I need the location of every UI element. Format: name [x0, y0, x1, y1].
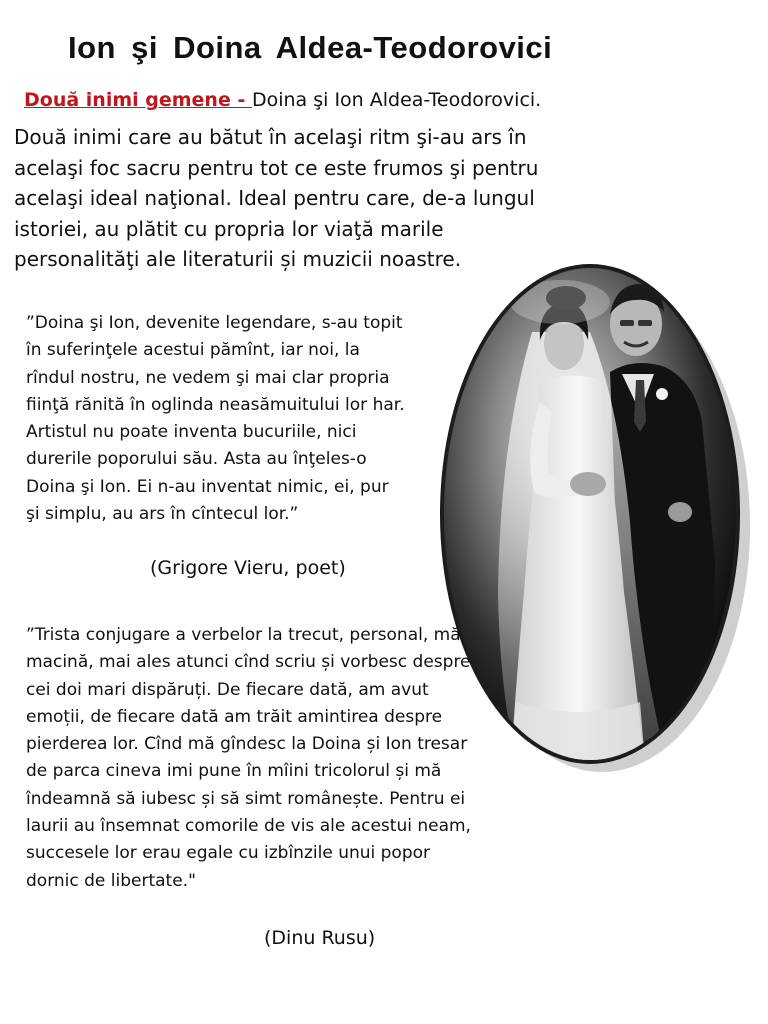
- page-title: Ion şi Doina Aldea-Teodorovici: [68, 30, 553, 65]
- lead-highlight: Două inimi gemene -: [24, 89, 252, 111]
- lead-line: [24, 89, 541, 111]
- quote-rusu: ”Trista conjugare a verbelor la trecut, personal, mă macină, mai ales atunci cînd scriu și vorbesc despre cei doi mari dispăruți. De fiecare dată, am avut emoții, de fiecare dată am trăit amintirea despre pierderea lor. Cînd mă gîndesc la Doina și Ion tresar de parca cineva imi pune în mîini tricolorul și mă îndeamnă să iubesc și să simt românește. Pentru ei laurii au însemnat comorile de vis ale acestui neam, succesele lor erau egale cu izbînzile unui popor dornic de libertate.": [26, 625, 471, 891]
- wedding-photo-oval: [440, 262, 752, 774]
- quote-rusu-author: (Dinu Rusu): [264, 927, 376, 949]
- lead-rest: Doina şi Ion Aldea-Teodorovici.: [251, 89, 542, 111]
- quote-vieru-author: (Grigore Vieru, poet): [150, 557, 346, 579]
- intro-paragraph: Două inimi care au bătut în acelaşi ritm şi-au ars în acelaşi foc sacru pentru tot ce este frumos şi pentru acelaşi ideal naţional. Ideal pentru care, de-a lungul istoriei, au plătit cu propria lor viaţă marile personalităţi ale literaturii și muzicii noastre.: [14, 125, 539, 271]
- quote-vieru: ”Doina şi Ion, devenite legendare, s-au topit în suferinţele acestui pămînt, iar noi, la rîndul nostru, ne vedem şi mai clar propria fiinţă rănită în oglinda neasămuitului lor har. Artistul nu poate inventa bucuriile, nici durerile poporului său. Asta au înţeles-o Doina şi Ion. Ei n-au inventat nimic, ei, pur şi simplu, au ars în cîntecul lor.”: [26, 313, 405, 525]
